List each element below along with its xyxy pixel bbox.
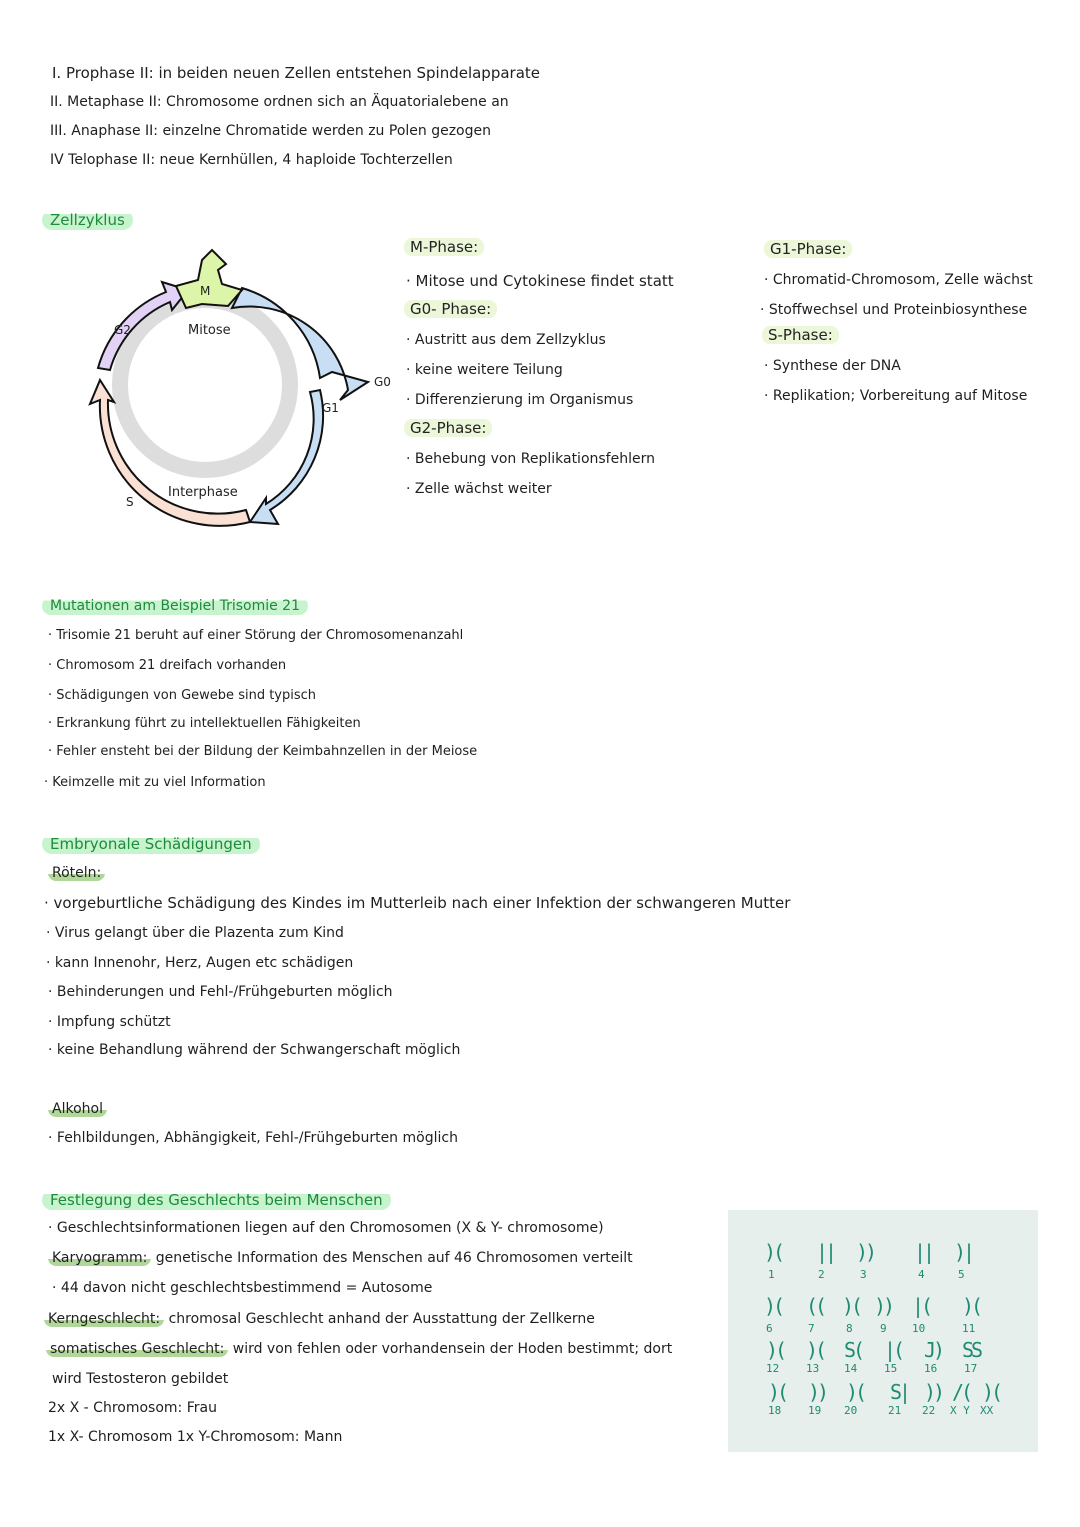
mann-line: 1x X- Chromosom 1x Y-Chromosom: Mann — [48, 1429, 343, 1445]
chromosome-pair-6: )( — [764, 1294, 783, 1318]
m-phase-item-1: · Mitose und Cytokinese findet statt — [406, 272, 674, 290]
roeteln-item-3: · kann Innenohr, Herz, Augen etc schädigen — [46, 955, 354, 971]
s-phase-item-1: · Synthese der DNA — [764, 358, 901, 374]
interphase-label: Interphase — [168, 485, 238, 500]
trisomie-item-5-text: Fehler ensteht bei der Bildung der Keimbahnzellen in der Meiose — [56, 744, 478, 759]
trisomie-item-4-text: Erkrankung führt zu intellektuellen Fähigkeiten — [56, 716, 361, 731]
alkohol-title: Alkohol — [48, 1101, 107, 1117]
chromosome-pair-8: )( — [842, 1294, 861, 1318]
chromosome-pair-2: || — [816, 1240, 835, 1264]
trisomie-item-1-text: Trisomie 21 beruht auf einer Störung der Chromosomenanzahl — [56, 628, 464, 643]
chromosome-number-7: 7 — [808, 1322, 815, 1335]
kerngeschlecht-line — [44, 1311, 595, 1327]
karyogramm-line — [48, 1250, 633, 1266]
chromosome-number-20: 20 — [844, 1404, 858, 1417]
g2-phase-item-2: · Zelle wächst weiter — [406, 481, 552, 497]
chromosome-pair-9: )) — [874, 1294, 893, 1318]
chromosome-number-21: 21 — [888, 1404, 902, 1417]
s-phase-item-2: · Replikation; Vorbereitung auf Mitose — [764, 388, 1028, 404]
karyogram-row-1 — [728, 1240, 1038, 1284]
g0-phase-item-3: · Differenzierung im Organismus — [406, 392, 634, 408]
chromosome-pair-5: )| — [954, 1240, 973, 1264]
geschlecht-line-1-text: Geschlechtsinformationen liegen auf den Chromosomen (X & Y- chromosome) — [56, 1220, 604, 1236]
roeteln-item-1-text: vorgeburtliche Schädigung des Kindes im Mutterleib nach einer Infektion der schwangeren Mutter — [53, 894, 791, 912]
g1-phase-item-2-text: Stoffwechsel und Proteinbiosynthese — [768, 302, 1028, 318]
geschlecht-line-1: · Geschlechtsinformationen liegen auf den Chromosomen (X & Y- chromosome) — [48, 1220, 604, 1236]
roeteln-item-1: · vorgeburtliche Schädigung des Kindes im Mutterleib nach einer Infektion der schwangeren Mutter — [44, 894, 791, 912]
g1-label: G1 — [322, 401, 339, 415]
chromosome-pair-3: )) — [856, 1240, 875, 1264]
frau-line: 2x X - Chromosom: Frau — [48, 1400, 217, 1416]
karyogramm-text: genetische Information des Menschen auf 46 Chromosomen verteilt — [155, 1250, 633, 1266]
somatisch-text: wird von fehlen oder vorhandensein der Hoden bestimmt; dort — [232, 1341, 673, 1357]
g0-phase-item-1-text: Austritt aus dem Zellzyklus — [414, 332, 606, 348]
meiosis-line-2: II. Metaphase II: Chromosome ordnen sich an Äquatorialebene an — [50, 94, 509, 110]
trisomie-item-2-text: Chromosom 21 dreifach vorhanden — [56, 658, 287, 673]
g0-label: G0 — [374, 375, 391, 389]
embryonal-heading: Embryonale Schädigungen — [42, 834, 260, 854]
g0-phase-item-1: · Austritt aus dem Zellzyklus — [406, 332, 606, 348]
somatisch-term: somatisches Geschlecht: — [46, 1341, 228, 1357]
alkohol-item-1-text: Fehlbildungen, Abhängigkeit, Fehl-/Frühgeburten möglich — [56, 1130, 458, 1146]
trisomie-item-1: · Trisomie 21 beruht auf einer Störung der Chromosomenanzahl — [48, 628, 464, 643]
chromosome-pair-13: )( — [806, 1338, 825, 1362]
karyogram-row-3 — [728, 1338, 1038, 1382]
chromosome-pair-21: S| — [890, 1380, 909, 1404]
karyogramm-term: Karyogramm: — [48, 1250, 151, 1266]
s-label: S — [126, 495, 134, 509]
autosome-text: 44 davon nicht geschlechtsbestimmend = Autosome — [60, 1280, 433, 1296]
g1-phase-item-1-text: Chromatid-Chromosom, Zelle wächst — [772, 272, 1033, 288]
g1-arrow — [232, 288, 368, 400]
s-phase-title: S-Phase: — [762, 326, 839, 344]
chromosome-pair-16: J) — [924, 1338, 943, 1362]
chromosome-pair-14: S( — [844, 1338, 863, 1362]
g2-phase-item-1: · Behebung von Replikationsfehlern — [406, 451, 655, 467]
meiosis-line-3: III. Anaphase II: einzelne Chromatide werden zu Polen gezogen — [50, 123, 491, 139]
chromosome-number-3: 3 — [860, 1268, 867, 1281]
autosome-line: · 44 davon nicht geschlechtsbestimmend = Autosome — [52, 1280, 433, 1296]
trisomie-item-5: · Fehler ensteht bei der Bildung der Keimbahnzellen in der Meiose — [48, 744, 478, 759]
g0-phase-item-2-text: keine weitere Teilung — [414, 362, 563, 378]
m-phase-title: M-Phase: — [404, 238, 484, 256]
trisomie-item-3: · Schädigungen von Gewebe sind typisch — [48, 688, 317, 703]
roeteln-item-6-text: keine Behandlung während der Schwangerschaft möglich — [56, 1042, 461, 1058]
trisomie-item-2: · Chromosom 21 dreifach vorhanden — [48, 658, 287, 673]
g0-phase-item-3-text: Differenzierung im Organismus — [414, 392, 634, 408]
trisomie-item-6-text: Keimzelle mit zu viel Information — [52, 775, 266, 790]
chromosome-pair-11: )( — [962, 1294, 981, 1318]
s-arrow — [90, 380, 250, 526]
karyogram-panel — [728, 1210, 1038, 1452]
roeteln-item-4: · Behinderungen und Fehl-/Frühgeburten möglich — [48, 984, 393, 1000]
chromosome-number-18: 18 — [768, 1404, 782, 1417]
chromosome-pair-7: (( — [806, 1294, 825, 1318]
somatisch-line-2: wird Testosteron gebildet — [52, 1371, 229, 1387]
roeteln-item-3-text: kann Innenohr, Herz, Augen etc schädigen — [54, 955, 354, 971]
chromosome-pair-19: )) — [808, 1380, 827, 1404]
meiosis-line-4: IV Telophase II: neue Kernhüllen, 4 haploide Tochterzellen — [50, 152, 453, 168]
roeteln-item-2-text: Virus gelangt über die Plazenta zum Kind — [54, 925, 344, 941]
m-arrow — [176, 250, 242, 308]
roeteln-title: Röteln: — [48, 865, 105, 881]
chromosome-number-2: 2 — [818, 1268, 825, 1281]
chromosome-number-8: 8 — [846, 1322, 853, 1335]
trisomie-item-4: · Erkrankung führt zu intellektuellen Fähigkeiten — [48, 716, 361, 731]
roeteln-item-4-text: Behinderungen und Fehl-/Frühgeburten möglich — [56, 984, 393, 1000]
g2-phase-title: G2-Phase: — [404, 419, 492, 437]
g2-phase-item-2-text: Zelle wächst weiter — [414, 481, 552, 497]
trisomie-item-3-text: Schädigungen von Gewebe sind typisch — [56, 688, 317, 703]
chromosome-number-xy: X Y — [950, 1404, 970, 1417]
karyogram-row-4 — [728, 1380, 1038, 1424]
chromosome-number-12: 12 — [766, 1362, 780, 1375]
m-label: M — [200, 284, 211, 298]
chromosome-number-22: 22 — [922, 1404, 936, 1417]
chromosome-pair-xy: /( — [952, 1380, 971, 1404]
trisomie-heading: Mutationen am Beispiel Trisomie 21 — [42, 597, 308, 615]
alkohol-item-1: · Fehlbildungen, Abhängigkeit, Fehl-/Frühgeburten möglich — [48, 1130, 458, 1146]
kerngeschlecht-term: Kerngeschlecht: — [44, 1311, 164, 1327]
chromosome-number-5: 5 — [958, 1268, 965, 1281]
g0-phase-title: G0- Phase: — [404, 300, 497, 318]
roeteln-item-6: · keine Behandlung während der Schwangerschaft möglich — [48, 1042, 461, 1058]
chromosome-number-11: 11 — [962, 1322, 976, 1335]
cell-cycle-diagram — [70, 240, 410, 540]
g1-phase-item-2: · Stoffwechsel und Proteinbiosynthese — [760, 302, 1028, 318]
chromosome-pair-1: )( — [764, 1240, 783, 1264]
chromosome-number-13: 13 — [806, 1362, 820, 1375]
m-phase-item-1-text: Mitose und Cytokinese findet statt — [415, 272, 674, 290]
s-phase-item-1-text: Synthese der DNA — [772, 358, 901, 374]
chromosome-number-14: 14 — [844, 1362, 858, 1375]
g1-phase-item-1: · Chromatid-Chromosom, Zelle wächst — [764, 272, 1033, 288]
chromosome-number-10: 10 — [912, 1322, 926, 1335]
chromosome-pair-15: |( — [884, 1338, 903, 1362]
karyogram-row-2 — [728, 1294, 1038, 1338]
chromosome-number-1: 1 — [768, 1268, 775, 1281]
chromosome-number-4: 4 — [918, 1268, 925, 1281]
g2-phase-item-1-text: Behebung von Replikationsfehlern — [414, 451, 655, 467]
chromosome-pair-4: || — [914, 1240, 933, 1264]
g1-phase-title: G1-Phase: — [764, 240, 852, 258]
chromosome-number-16: 16 — [924, 1362, 938, 1375]
chromosome-pair-22: )) — [924, 1380, 943, 1404]
roeteln-item-2: · Virus gelangt über die Plazenta zum Kind — [46, 925, 344, 941]
chromosome-pair-xx: )( — [982, 1380, 1001, 1404]
somatisch-line — [46, 1341, 672, 1357]
geschlecht-heading: Festlegung des Geschlechts beim Menschen — [42, 1190, 391, 1210]
chromosome-number-9: 9 — [880, 1322, 887, 1335]
chromosome-number-17: 17 — [964, 1362, 978, 1375]
kerngeschlecht-text: chromosal Geschlecht anhand der Ausstattung der Zellkerne — [168, 1311, 595, 1327]
chromosome-pair-20: )( — [846, 1380, 865, 1404]
chromosome-number-xx: XX — [980, 1404, 994, 1417]
roeteln-item-5: · Impfung schützt — [48, 1014, 171, 1030]
chromosome-pair-10: |( — [912, 1294, 931, 1318]
chromosome-pair-12: )( — [766, 1338, 785, 1362]
chromosome-pair-17: SS — [962, 1338, 981, 1362]
roeteln-item-5-text: Impfung schützt — [56, 1014, 171, 1030]
mitose-label: Mitose — [188, 323, 231, 338]
g0-phase-item-2: · keine weitere Teilung — [406, 362, 563, 378]
cell-cycle-heading: Zellzyklus — [42, 210, 133, 230]
chromosome-pair-18: )( — [768, 1380, 787, 1404]
meiosis-line-1: I. Prophase II: in beiden neuen Zellen entstehen Spindelapparate — [52, 64, 541, 82]
chromosome-number-6: 6 — [766, 1322, 773, 1335]
g2-label: G2 — [114, 323, 131, 337]
chromosome-number-15: 15 — [884, 1362, 898, 1375]
chromosome-number-19: 19 — [808, 1404, 822, 1417]
trisomie-item-6: · Keimzelle mit zu viel Information — [44, 775, 266, 790]
s-phase-item-2-text: Replikation; Vorbereitung auf Mitose — [772, 388, 1028, 404]
